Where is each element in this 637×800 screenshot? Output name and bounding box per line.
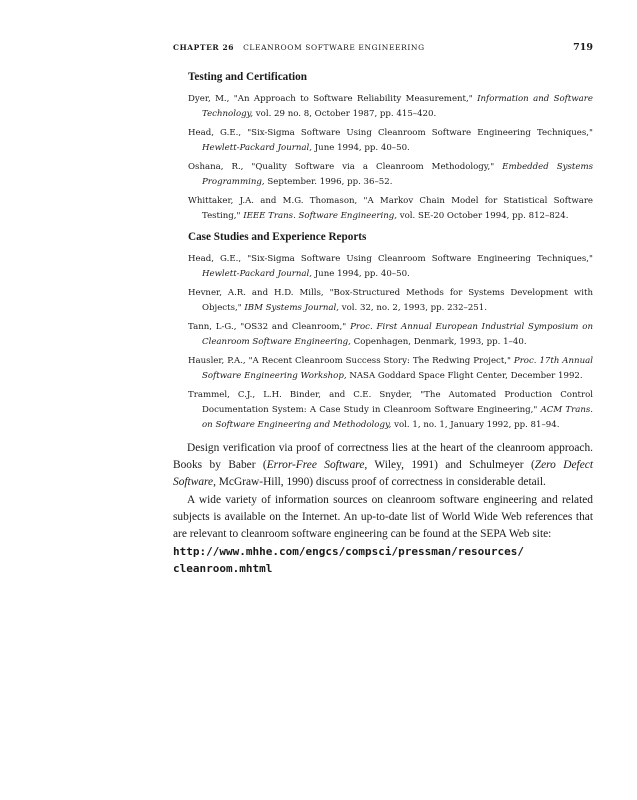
reference-entry: Whittaker, J.A. and M.G. Thomason, "A Markov Chain Model for Statistical Software Testing," IEEE Trans. Software Engineering, vol. SE-20 October 1994, pp. 812–824. <box>188 196 594 221</box>
paragraph-proof-of-correctness: Design verification via proof of correctness lies at the heart of the cleanroom approach. Books by Baber (Error-Free Software, Wiley, 1991) and Schulmeyer (Zero Defect Software, McGraw-Hill, 1990) discuss proof of correctness in considerable detail. <box>173 442 593 489</box>
paragraph-internet-sources: A wide variety of information sources on cleanroom software engineering and related subjects is available on the Internet. An up-to-date list of World Wide Web references that are relevant to cleanroom software engineering can be found at the SEPA Web site: <box>173 493 593 541</box>
chapter-header <box>173 43 425 52</box>
reference-entry: Trammel, C.J., L.H. Binder, and C.E. Snyder, "The Automated Production Control Documentation System: A Case Study in Cleanroom Software Engineering," ACM Trans. on Software Engineering and Methodology, vol. 1, no. 1, January 1992, pp. 81–94. <box>188 390 594 430</box>
page-number: 719 <box>573 42 593 53</box>
reference-entry: Tann, L-G., "OS32 and Cleanroom," Proc. First Annual European Industrial Symposium on Cleanroom Software Engineering, Copenhagen, Denmark, 1993, pp. 1–40. <box>188 322 593 347</box>
reference-entry: Oshana, R., "Quality Software via a Cleanroom Methodology," Embedded Systems Programming, September. 1996, pp. 36–52. <box>188 162 593 187</box>
chapter-title: CLEANROOM SOFTWARE ENGINEERING <box>243 43 425 52</box>
reference-entry: Hausler, P.A., "A Recent Cleanroom Success Story: The Redwing Project," Proc. 17th Annual Software Engineering Workshop, NASA Goddard Space Flight Center, December 1992. <box>188 356 593 381</box>
running-head <box>173 42 593 53</box>
reference-list <box>188 70 593 437</box>
reference-entry: Hevner, A.R. and H.D. Mills, "Box-Structured Methods for Systems Development with Objects," IBM Systems Journal, vol. 32, no. 2, 1993, pp. 232–251. <box>188 288 593 313</box>
sepa-web-link[interactable]: http://www.mhhe.com/engcs/compsci/pressman/resources/ cleanroom.mhtml <box>173 545 524 576</box>
chapter-label: CHAPTER 26 <box>173 43 235 52</box>
reference-entry: Dyer, M., "An Approach to Software Reliability Measurement," Information and Software Technology, vol. 29 no. 8, October 1987, pp. 415–420. <box>188 94 593 119</box>
reference-entry: Head, G.E., "Six-Sigma Software Using Cleanroom Software Engineering Techniques," Hewlett-Packard Journal, June 1994, pp. 40–50. <box>188 254 593 279</box>
reference-entry: Head, G.E., "Six-Sigma Software Using Cleanroom Software Engineering Techniques," Hewlett-Packard Journal, June 1994, pp. 40–50. <box>188 128 593 153</box>
body-text <box>173 440 593 578</box>
section-heading-testing: Testing and Certification <box>188 71 307 83</box>
section-heading-case-studies: Case Studies and Experience Reports <box>188 231 367 243</box>
